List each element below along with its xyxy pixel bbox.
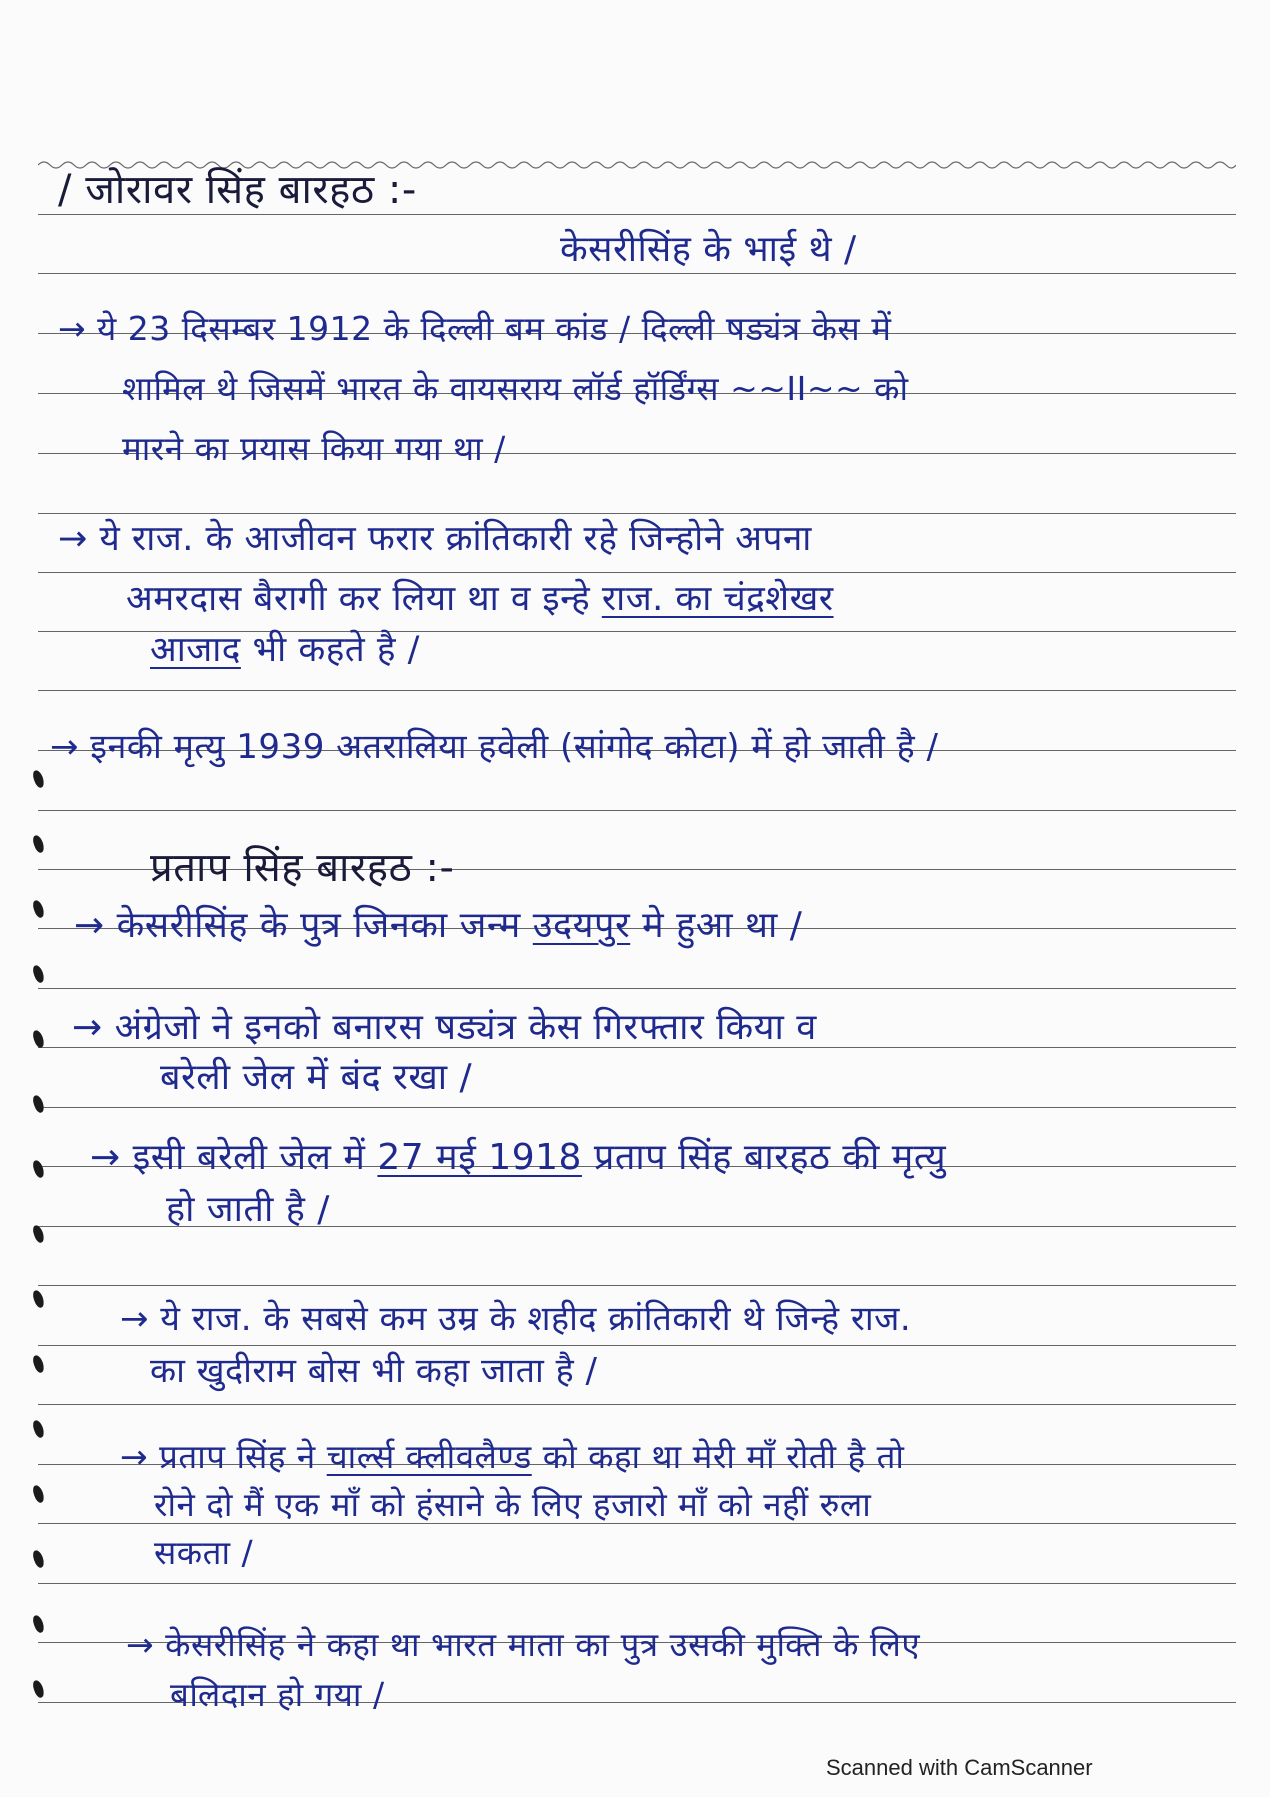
para-6-line-2: हो जाती है /: [166, 1189, 330, 1230]
heading-1-note: केसरीसिंह के भाई थे /: [560, 229, 857, 270]
para-6-line-1: [90, 1137, 947, 1178]
para-4-text-a: → केसरीसिंह के पुत्र जिनका जन्म: [74, 905, 521, 946]
para-3-line-1: → इनकी मृत्यु 1939 अतरालिया हवेली (सांगोद कोटा) में हो जाती है /: [50, 727, 939, 767]
para-1-line-1: → ये 23 दिसम्बर 1912 के दिल्ली बम कांड / दिल्ली षड्यंत्र केस में: [58, 309, 892, 348]
para-7-line-2: का खुदीराम बोस भी कहा जाता है /: [150, 1351, 598, 1391]
para-7-line-1: → ये राज. के सबसे कम उम्र के शहीद क्रांतिकारी थे जिन्हे राज.: [120, 1299, 912, 1339]
para-8-underlined: चार्ल्स क्लीवलैण्ड: [326, 1437, 532, 1476]
para-6-text-c: प्रताप सिंह बारहठ की मृत्यु: [593, 1137, 947, 1178]
para-8-text-c: को कहा था मेरी माँ रोती है तो: [542, 1437, 905, 1476]
para-2-line-2-underlined: राज. का चंद्रशेखर: [601, 579, 834, 619]
para-1-line-3: मारने का प्रयास किया गया था /: [122, 429, 506, 468]
para-8-line-3: सकता /: [154, 1533, 254, 1572]
para-4-underlined: उदयपुर: [532, 905, 631, 946]
para-1-line-2: शामिल थे जिसमें भारत के वायसराय लॉर्ड हॉर्डिंग्स ~~II~~ को: [122, 369, 909, 408]
spiral-binding-holes: [0, 0, 60, 1797]
para-5-line-2: बरेली जेल में बंद रखा /: [160, 1057, 473, 1098]
para-5-line-1: → अंग्रेजो ने इनको बनारस षड्यंत्र केस गिरफ्तार किया व: [72, 1007, 817, 1048]
para-2-line-2-text: अमरदास बैरागी कर लिया था व इन्हे: [126, 579, 591, 619]
para-4-text-c: मे हुआ था /: [642, 905, 803, 946]
para-2-line-3: [150, 630, 420, 670]
para-2-line-1: → ये राज. के आजीवन फरार क्रांतिकारी रहे जिन्होने अपना: [58, 519, 812, 559]
para-4-line-1: [74, 905, 803, 946]
para-9-line-2: बलिदान हो गया /: [170, 1675, 385, 1714]
para-2-line-2: [126, 579, 834, 619]
para-6-text-a: → इसी बरेली जेल में: [90, 1137, 366, 1178]
para-9-line-1: → केसरीसिंह ने कहा था भारत माता का पुत्र उसकी मुक्ति के लिए: [126, 1625, 921, 1664]
heading-zorawar-singh: / जोरावर सिंह बारहठ :-: [58, 167, 417, 213]
para-6-underlined: 27 मई 1918: [377, 1137, 582, 1178]
para-8-line-2: रोने दो मैं एक माँ को हंसाने के लिए हजारो माँ को नहीं रुला: [154, 1485, 872, 1524]
camscanner-watermark: Scanned with CamScanner: [826, 1755, 1093, 1780]
para-8-line-1: [120, 1437, 905, 1476]
para-2-line-3-text: भी कहते है /: [252, 630, 420, 670]
para-2-line-3-underlined: आजाद: [150, 630, 241, 670]
para-8-text-a: → प्रताप सिंह ने: [120, 1437, 316, 1476]
heading-pratap-singh: प्रताप सिंह बारहठ :-: [150, 845, 455, 891]
